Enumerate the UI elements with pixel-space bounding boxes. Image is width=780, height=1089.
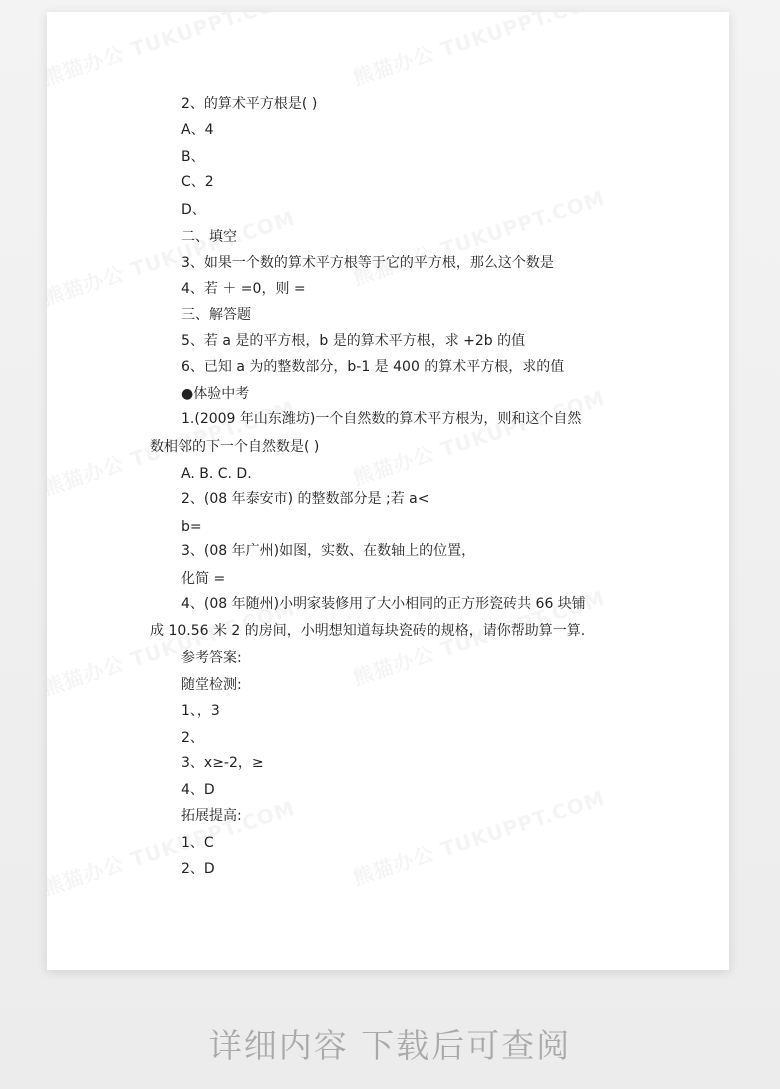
text-line: 5、若 a 是的平方根，b 是的算术平方根，求 +2b 的值 [181,333,526,349]
text-line: 4、(08 年随州)小明家装修用了大小相同的正方形瓷砖共 66 块铺 [181,596,586,612]
section-heading: 三、解答题 [181,307,251,323]
text-line: 3、(08 年广州)如图，实数、在数轴上的位置， [181,543,476,559]
text-line: 2、(08 年泰安市) 的整数部分是 ;若 a< [181,491,430,507]
text-line: 2、 [181,730,204,746]
section-heading: 拓展提高: [181,808,242,824]
text-line: 数相邻的下一个自然数是( ) [150,439,320,455]
section-heading: 随堂检测: [181,677,242,693]
text-line: 2、D [181,861,215,877]
section-heading: ●体验中考 [181,386,250,402]
watermark [349,382,608,491]
text-line: B、 [181,149,205,165]
text-line: 4、若 ＋ =0，则 = [181,281,306,297]
section-heading: 二、填空 [181,229,237,245]
watermark [349,12,608,91]
watermark [47,12,298,91]
section-heading: 参考答案: [181,650,242,666]
text-line: 2、的算术平方根是( ) [181,96,318,112]
document-page [47,12,729,970]
text-line: 3、x≥-2，≥ [181,755,264,771]
watermark [349,182,608,291]
text-line: 1.(2009 年山东潍坊)一个自然数的算术平方根为，则和这个自然 [181,411,582,427]
text-line: D、 [181,202,206,218]
text-line: 6、已知 a 为的整数部分，b-1 是 400 的算术平方根，求的值 [181,359,565,375]
text-line: 4、D [181,782,215,798]
download-prompt-text: 详细内容 下载后可查阅 [208,1026,572,1065]
text-line: 1、，3 [181,703,220,719]
watermark [47,792,298,901]
text-line: 成 10.56 米 2 的房间，小明想知道每块瓷砖的规格，请你帮助算一算. [150,623,586,639]
text-line: A、4 [181,122,214,138]
text-line: 化简 = [181,571,226,587]
text-line: b= [181,519,202,535]
text-line: A. B. C. D. [181,466,252,482]
text-line: 3、如果一个数的算术平方根等于它的平方根，那么这个数是 [181,255,554,271]
text-line: C、2 [181,174,214,190]
text-line: 1、C [181,835,214,851]
watermark [349,782,608,891]
